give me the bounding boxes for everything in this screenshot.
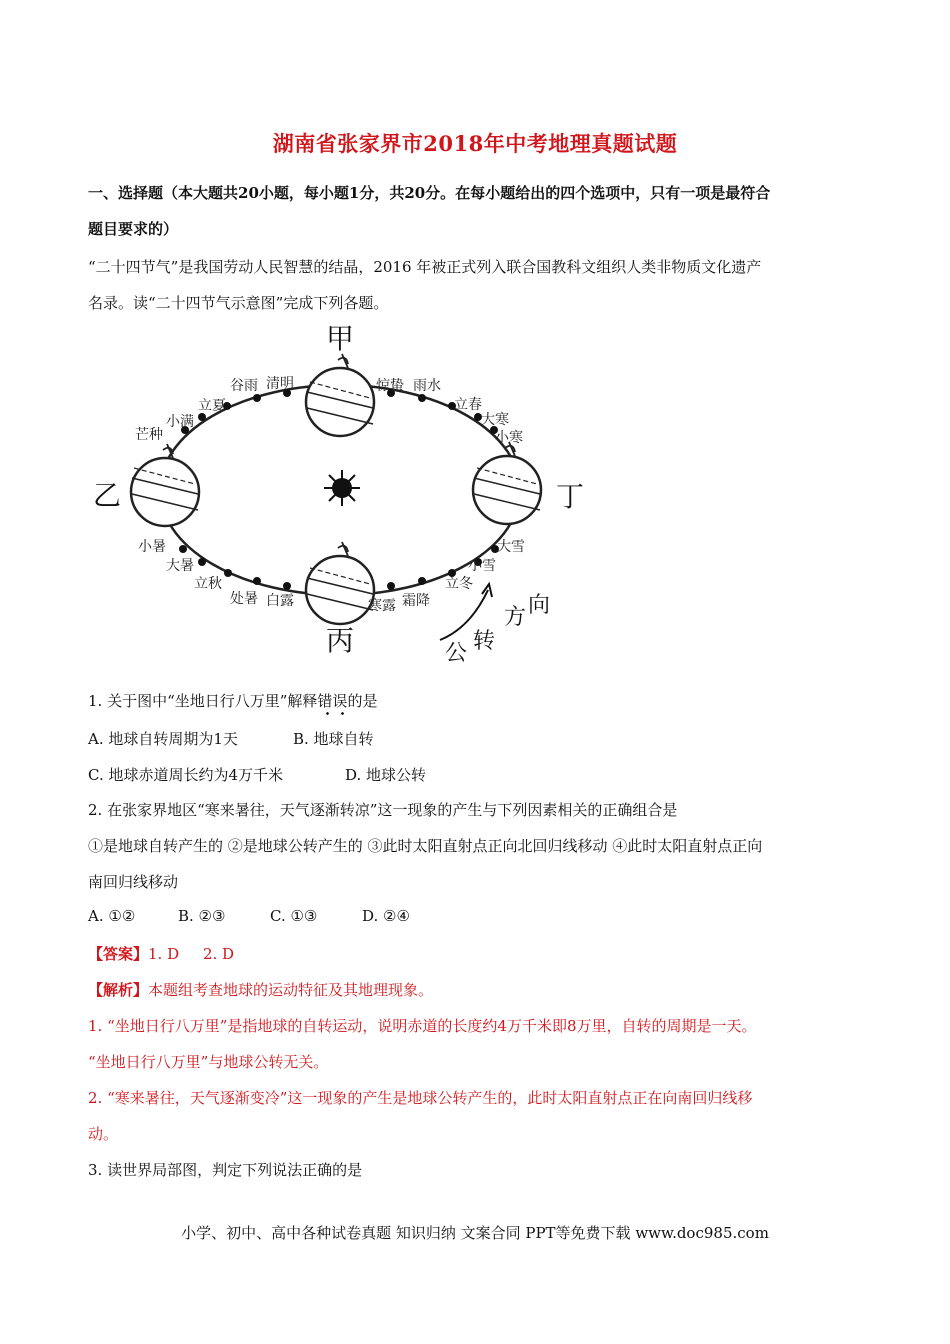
term-label: 芒种	[135, 427, 163, 443]
section-heading-line2: 题目要求的）	[88, 220, 179, 238]
intro-line1: “二十四节气”是我国劳动人民智慧的结晶，2016 年被正式列入联合国教科文组织人类非物质文化遗产	[88, 258, 762, 276]
question-1-option-d: D. 地球公转	[345, 766, 427, 784]
term-label: 小雪	[468, 558, 496, 574]
earth-yi	[131, 444, 199, 526]
term-label: 处暑	[230, 591, 258, 607]
term-label: 立夏	[198, 398, 226, 414]
answer-text: 1. D 2. D	[148, 945, 235, 963]
term-label: 大雪	[497, 539, 525, 555]
analysis-p2-line1: 2. “寒来暑往，天气逐渐变冷”这一现象的产生是地球公转产生的，此时太阳直射点正在向南回归线移	[88, 1089, 753, 1107]
question-1-stem	[88, 690, 377, 711]
section-heading-line1: 一、选择题（本大题共20小题，每小题1分，共20分。在每小题给出的四个选项中，只有一项是最符合	[88, 184, 771, 202]
question-1-emphasis: 错误	[317, 692, 348, 710]
answer-label: 【答案】	[88, 945, 149, 963]
question-1-option-c: C. 地球赤道周长约为4万千米	[88, 766, 284, 784]
answer-line	[88, 943, 234, 964]
analysis-p1-line1: 1. “坐地日行八万里”是指地球的自转运动，说明赤道的长度约4万千米即8万里，自转的周期是一天。	[88, 1017, 757, 1035]
direction-char: 公	[445, 641, 468, 666]
term-label: 惊蛰	[376, 378, 404, 394]
analysis-text: 本题组考查地球的运动特征及其地理现象。	[148, 981, 434, 999]
intro-line2: 名录。读“二十四节气示意图”完成下列各题。	[88, 294, 389, 312]
term-label: 立春	[454, 397, 482, 413]
question-1-stem-tail: 的是	[347, 692, 378, 710]
term-label: 清明	[266, 376, 294, 392]
analysis-line	[88, 979, 433, 1000]
term-label: 立冬	[445, 576, 473, 592]
question-2-items-line2: 南回归线移动	[88, 873, 179, 891]
question-2-option-d: D. ②④	[362, 907, 410, 925]
label-bing: 丙	[325, 624, 355, 657]
term-label: 雨水	[413, 378, 441, 394]
label-yi: 乙	[92, 479, 122, 512]
analysis-p2-line2: 动。	[88, 1125, 119, 1143]
question-2-option-c: C. ①③	[270, 907, 318, 925]
term-label: 大暑	[166, 558, 194, 574]
direction-char: 方	[504, 605, 527, 630]
question-1-option-a: A. 地球自转周期为1天	[88, 730, 238, 748]
term-label: 白露	[266, 593, 294, 609]
label-ding: 丁	[555, 480, 585, 513]
direction-char: 向	[528, 593, 551, 618]
page-footer: 小学、初中、高中各种试卷真题 知识归纳 文案合同 PPT等免费下载 www.doc985.com	[181, 1224, 769, 1242]
question-2-items-line1: ①是地球自转产生的 ②是地球公转产生的 ③此时太阳直射点正向北回归线移动 ④此时太阳直射点正向	[88, 837, 763, 855]
question-2-stem: 2. 在张家界地区“寒来暑往，天气逐渐转凉”这一现象的产生与下列因素相关的正确组合是	[88, 801, 678, 819]
page-title: 湖南省张家界市2018年中考地理真题试题	[272, 131, 678, 156]
term-label: 小满	[166, 414, 194, 430]
term-label: 小寒	[495, 430, 523, 446]
earth-bing	[306, 542, 374, 624]
question-2-option-a: A. ①②	[88, 907, 136, 925]
sun-icon	[324, 470, 360, 506]
term-label: 寒露	[368, 598, 396, 614]
analysis-label: 【解析】	[88, 981, 149, 999]
term-label: 小暑	[138, 539, 166, 555]
question-1-option-b: B. 地球自转	[293, 730, 374, 748]
label-jia: 甲	[325, 322, 355, 355]
term-label: 立秋	[194, 576, 222, 592]
earth-ding	[473, 442, 541, 524]
term-label: 大寒	[481, 412, 509, 428]
solar-terms-diagram	[90, 318, 590, 678]
term-label: 霜降	[402, 593, 430, 609]
analysis-p1-line2: “坐地日行八万里”与地球公转无关。	[88, 1053, 329, 1071]
question-2-option-b: B. ②③	[178, 907, 226, 925]
direction-char: 转	[473, 629, 496, 654]
question-3-stem: 3. 读世界局部图，判定下列说法正确的是	[88, 1161, 363, 1179]
term-label: 谷雨	[230, 378, 258, 394]
earth-jia	[306, 354, 374, 436]
question-1-stem-text: 1. 关于图中“坐地日行八万里”解释	[88, 692, 318, 710]
